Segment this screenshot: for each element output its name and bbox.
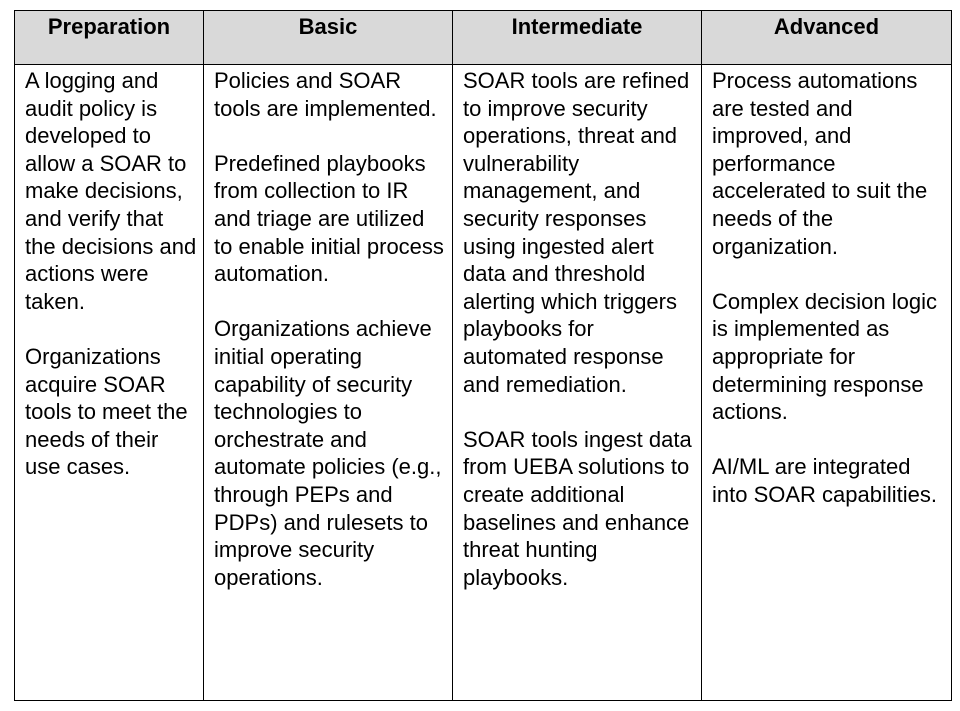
basic-paragraph-1: Policies and SOAR tools are implemented.	[214, 68, 437, 121]
header-advanced: Advanced	[702, 11, 952, 65]
header-basic: Basic	[204, 11, 453, 65]
cell-basic	[204, 65, 453, 701]
basic-paragraph-3: Organizations achieve initial operating capability of security technologies to orchestrate and automate policies (e.g., through PEPs and PDPs) and rulesets to improve security operations.	[214, 316, 442, 590]
advanced-paragraph-3: AI/ML are integrated into SOAR capabilities.	[712, 454, 937, 507]
cell-advanced	[702, 65, 952, 701]
soar-maturity-table	[14, 10, 952, 701]
header-intermediate: Intermediate	[453, 11, 702, 65]
table-header-row	[15, 11, 952, 65]
cell-preparation	[15, 65, 204, 701]
intermediate-paragraph-1: SOAR tools are refined to improve security operations, threat and vulnerability management, and security responses using ingested alert data and threshold alerting which triggers playbooks for automated response and remediation.	[463, 68, 690, 397]
table-body-row	[15, 65, 952, 701]
header-preparation: Preparation	[15, 11, 204, 65]
advanced-paragraph-2: Complex decision logic is implemented as appropriate for determining response actions.	[712, 288, 937, 425]
preparation-paragraph-1: A logging and audit policy is developed to allow a SOAR to make decisions, and verify that the decisions and actions were taken.	[25, 68, 197, 314]
preparation-paragraph-2: Organizations acquire SOAR tools to meet the needs of their use cases.	[25, 343, 188, 480]
intermediate-paragraph-2: SOAR tools ingest data from UEBA solutions to create additional baselines and enhance threat hunting playbooks.	[463, 426, 692, 590]
basic-paragraph-2: Predefined playbooks from collection to IR and triage are utilized to enable initial process automation.	[214, 150, 444, 287]
cell-intermediate	[453, 65, 702, 701]
advanced-paragraph-1: Process automations are tested and improved, and performance accelerated to suit the needs of the organization.	[712, 68, 928, 259]
